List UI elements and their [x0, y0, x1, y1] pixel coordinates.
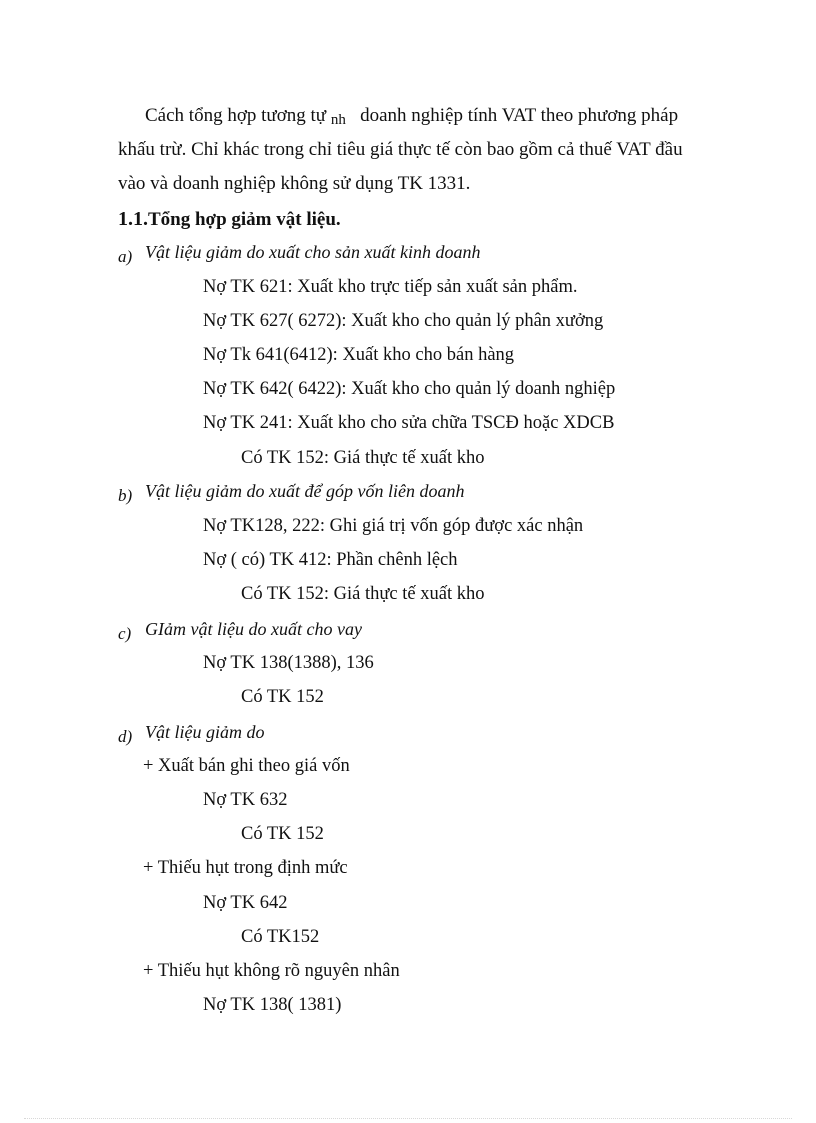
section-heading-title: Tổng hợp giảm vật liệu. — [148, 209, 341, 230]
item-d-sub-3-debit: Nợ TK 138( 1381) — [203, 995, 342, 1015]
intro-line-1-fragment: nh — [330, 112, 346, 128]
item-c-credit: Có TK 152 — [241, 687, 324, 707]
item-b-title: Vật liệu giảm do xuất để góp vốn liên doanh — [145, 481, 465, 501]
intro-line-1 — [145, 105, 678, 128]
item-b-entry-2: Nợ ( có) TK 412: Phần chênh lệch — [203, 550, 458, 570]
item-d-sub-2-label: + Thiếu hụt trong định mức — [143, 858, 348, 878]
item-d-title: Vật liệu giảm do — [145, 722, 265, 742]
intro-line-1-end: doanh nghiệp tính VAT theo phương pháp — [360, 105, 679, 126]
intro-line-3: vào và doanh nghiệp không sử dụng TK 1331. — [118, 173, 471, 194]
item-d-sub-2-debit: Nợ TK 642 — [203, 893, 288, 913]
intro-line-2: khấu trừ. Chỉ khác trong chỉ tiêu giá thực tế còn bao gồm cả thuế VAT đầu — [118, 139, 683, 160]
item-b-entry-1: Nợ TK128, 222: Ghi giá trị vốn góp được xác nhận — [203, 516, 584, 536]
item-c-entry-1: Nợ TK 138(1388), 136 — [203, 653, 374, 673]
item-d-sub-1-credit: Có TK 152 — [241, 824, 324, 844]
item-d-letter: d) — [118, 727, 133, 746]
item-a-entry-2: Nợ TK 627( 6272): Xuất kho cho quản lý phân xưởng — [203, 311, 604, 331]
page-bottom-divider — [24, 1118, 792, 1119]
section-heading — [118, 208, 341, 231]
item-b-letter: b) — [118, 486, 133, 505]
item-a-entry-5: Nợ TK 241: Xuất kho cho sửa chữa TSCĐ hoặc XDCB — [203, 413, 615, 433]
item-a-letter: a) — [118, 247, 133, 266]
item-b-credit: Có TK 152: Giá thực tế xuất kho — [241, 584, 485, 604]
item-a-credit: Có TK 152: Giá thực tế xuất kho — [241, 448, 485, 468]
item-d-sub-1-label: + Xuất bán ghi theo giá vốn — [143, 756, 350, 776]
section-heading-number: 1.1. — [118, 208, 148, 230]
intro-line-1-start: Cách tổng hợp tương tự — [145, 105, 327, 126]
item-a-title: Vật liệu giảm do xuất cho sản xuất kinh doanh — [145, 242, 481, 262]
item-a-entry-3: Nợ Tk 641(6412): Xuất kho cho bán hàng — [203, 345, 515, 365]
item-d-sub-3-label: + Thiếu hụt không rõ nguyên nhân — [143, 961, 400, 981]
item-c-title: GIảm vật liệu do xuất cho vay — [145, 619, 362, 639]
item-a-entry-1: Nợ TK 621: Xuất kho trực tiếp sản xuất sản phẩm. — [203, 277, 578, 297]
item-d-sub-2-credit: Có TK152 — [241, 927, 320, 947]
item-d-sub-1-debit: Nợ TK 632 — [203, 790, 288, 810]
item-a-entry-4: Nợ TK 642( 6422): Xuất kho cho quản lý doanh nghiệp — [203, 379, 616, 399]
item-c-letter: c) — [118, 624, 132, 643]
